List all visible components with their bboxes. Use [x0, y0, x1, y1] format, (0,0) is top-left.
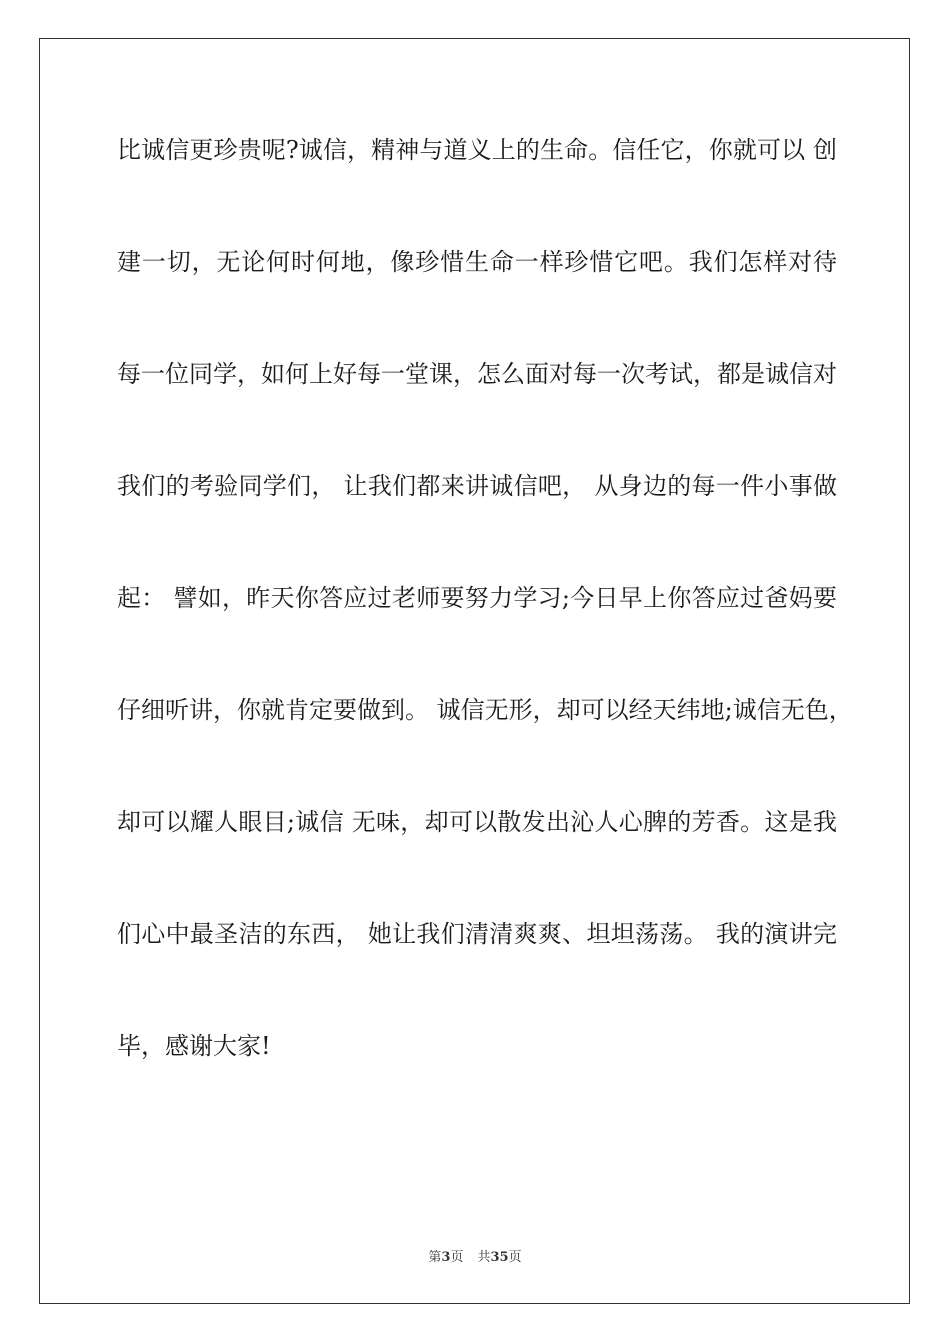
text-line-6: 仔细听讲，你就肯定要做到。 诚信无形，却可以经天纬地;诚信无色， [117, 696, 853, 724]
total-suffix: 页 [508, 1250, 522, 1265]
text-line-3: 每一位同学，如何上好每一堂课，怎么面对每一次考试，都是诚信对 [117, 360, 837, 388]
page-number: 3 [441, 1250, 451, 1265]
text-line-4: 我们的考验同学们， 让我们都来讲诚信吧， 从身边的每一件小事做 [117, 472, 837, 500]
text-line-8: 们心中最圣洁的东西， 她让我们清清爽爽、坦坦荡荡。 我的演讲完 [117, 920, 837, 948]
page-footer [0, 1246, 950, 1265]
page-suffix: 页 [450, 1250, 464, 1265]
text-line-2: 建一切，无论何时何地，像珍惜生命一样珍惜它吧。我们怎样对待 [117, 248, 837, 276]
total-pages: 35 [490, 1250, 509, 1265]
text-line-5: 起： 譬如，昨天你答应过老师要努力学习;今日早上你答应过爸妈要 [117, 584, 837, 612]
text-line-1: 比诚信更珍贵呢?诚信，精神与道义上的生命。信任它，你就可以 创 [117, 136, 837, 164]
text-line-9: 毕，感谢大家! [117, 1032, 271, 1060]
page-prefix: 第 [428, 1250, 442, 1265]
document-body [117, 130, 853, 1138]
total-prefix: 共 [477, 1250, 491, 1265]
text-line-7: 却可以耀人眼目;诚信 无味，却可以散发出沁人心脾的芳香。这是我 [117, 808, 837, 836]
